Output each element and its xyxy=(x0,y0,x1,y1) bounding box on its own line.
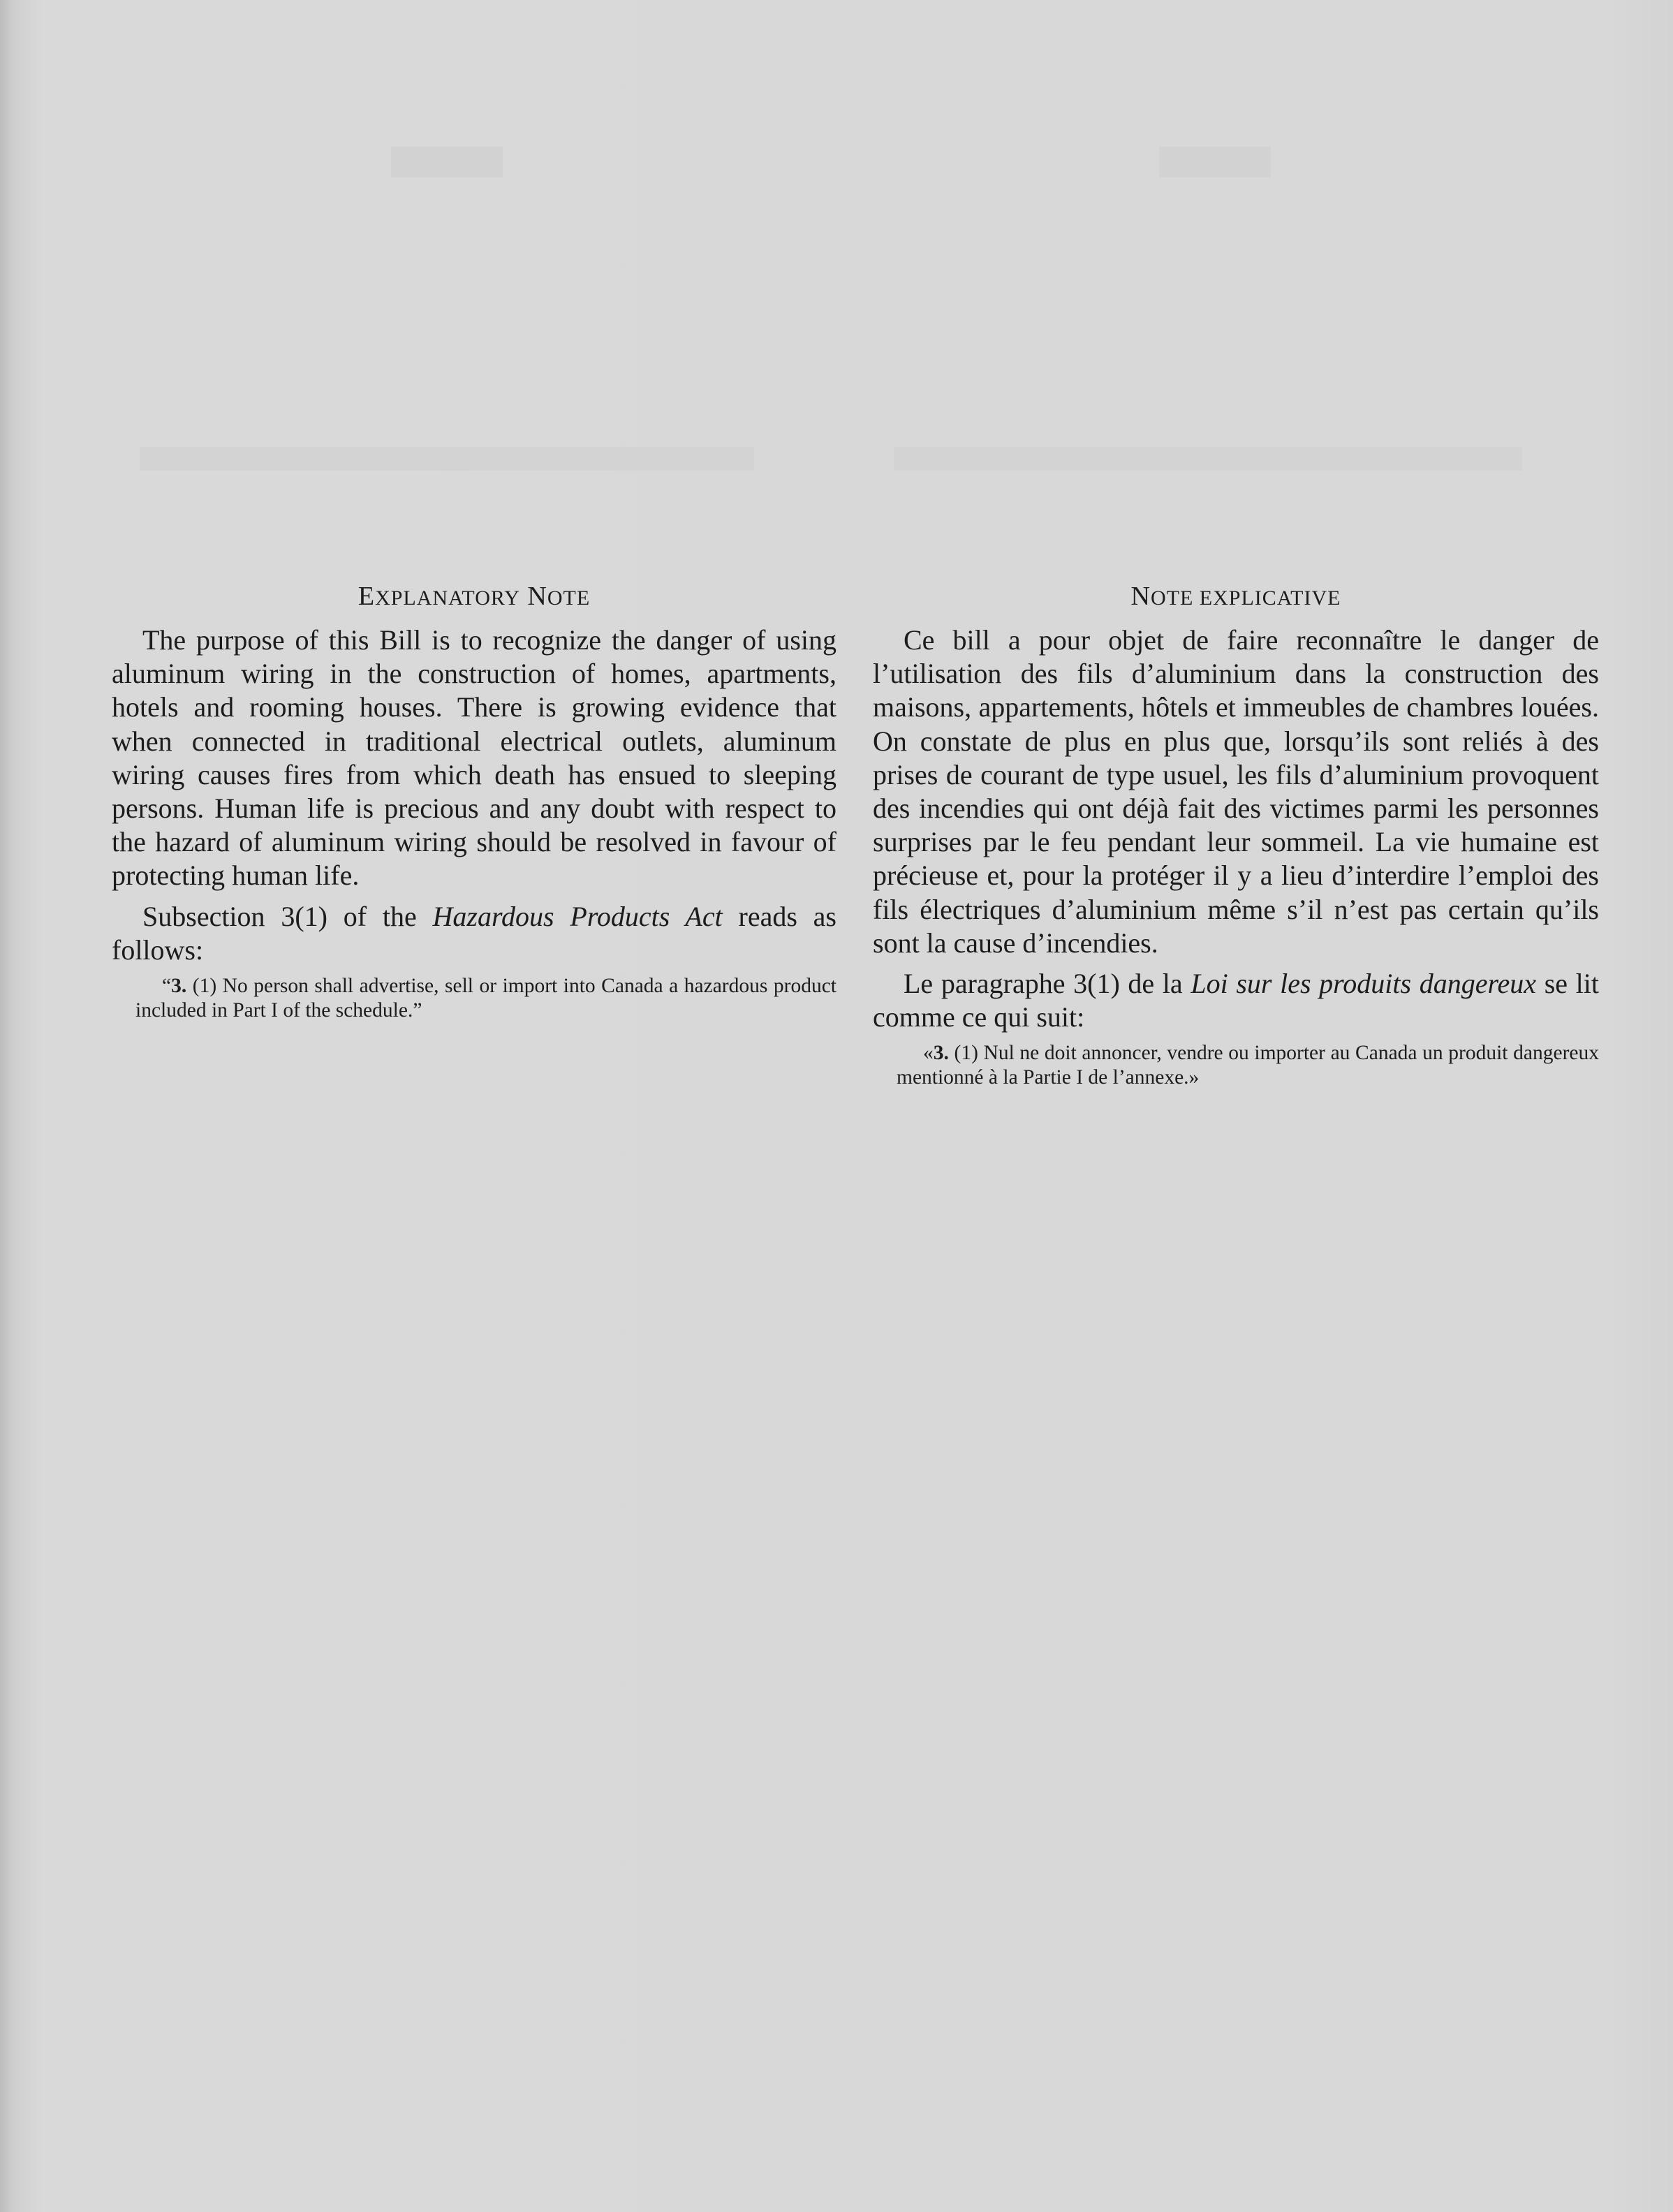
french-act-title: Loi sur les produits dangereux xyxy=(1191,968,1537,1000)
english-paragraph-1: The purpose of this Bill is to recognize the danger of using aluminum wiring in the construction of homes, apartments, hotels and rooming houses. There is growing evidence that when connected in traditional electrical outlets, aluminum wiring causes fires from which death has ensued to sleeping persons. Human life is precious and any doubt with respect to the hazard of aluminum wiring should be resolved in favour of protecting human life. xyxy=(112,624,836,892)
english-heading-initial-2: N xyxy=(527,582,547,611)
french-paragraph-1: Ce bill a pour objet de faire reconnaître le danger de l’utilisation des fils d’aluminium dans la construction des maisons, appartements, hôtels et immeubles de chambres louées. On constate de plus en plus que, lorsqu’ils sont reliés à des prises de courant de type usuel, les fils d’aluminium provoquent des incendies qui ont déjà fait des victimes parmi les personnes surprises par le feu pendant leur sommeil. La vie humaine est précieuse et, pour la protéger il y a lieu d’interdire l’emploi des fils électriques d’aluminium même s’il n’est pas certain qu’ils sont la cause d’incendies. xyxy=(873,624,1599,959)
french-section-number: 3. xyxy=(933,1042,949,1065)
french-quote-open: « xyxy=(923,1042,934,1065)
english-paragraph-2-start: Subsection 3(1) of the xyxy=(142,900,433,932)
french-heading-initial: N xyxy=(1130,582,1151,611)
english-heading-space xyxy=(520,582,528,611)
french-paragraph-2-start: Le paragraphe 3(1) de la xyxy=(904,968,1191,1000)
english-heading xyxy=(112,581,836,614)
english-column xyxy=(112,581,836,1023)
french-column xyxy=(873,581,1599,1090)
english-heading-part-2: OTE xyxy=(547,587,591,610)
french-paragraph-2-end: se lit comme ce qui suit: xyxy=(873,968,1599,1033)
bleed-through-mark-left xyxy=(391,147,503,177)
english-quotation xyxy=(135,974,836,1023)
bleed-through-mark-right xyxy=(1159,147,1271,177)
english-heading-part-1: XPLANATORY xyxy=(375,587,520,610)
bleed-through-band-right xyxy=(894,447,1522,471)
english-quote-text: (1) No person shall advertise, sell or import into Canada a hazardous product included in Part I of the schedule.” xyxy=(135,975,836,1022)
french-heading-rest: OTE EXPLICATIVE xyxy=(1150,587,1341,610)
french-heading xyxy=(873,581,1599,614)
english-paragraph-2 xyxy=(112,900,836,967)
french-quote-text: (1) Nul ne doit annoncer, vendre ou importer au Canada un produit dangereux mentionné à la Partie I de l’annexe.» xyxy=(897,1042,1599,1089)
french-quotation xyxy=(897,1041,1599,1090)
french-paragraph-2 xyxy=(873,967,1599,1034)
english-heading-initial: E xyxy=(358,582,376,611)
bleed-through-band-left xyxy=(140,447,754,471)
english-act-title: Hazardous Products Act xyxy=(432,900,723,932)
english-paragraph-2-end: reads as follows: xyxy=(112,900,836,966)
english-quote-open: “ xyxy=(162,975,172,998)
english-section-number: 3. xyxy=(171,975,187,998)
